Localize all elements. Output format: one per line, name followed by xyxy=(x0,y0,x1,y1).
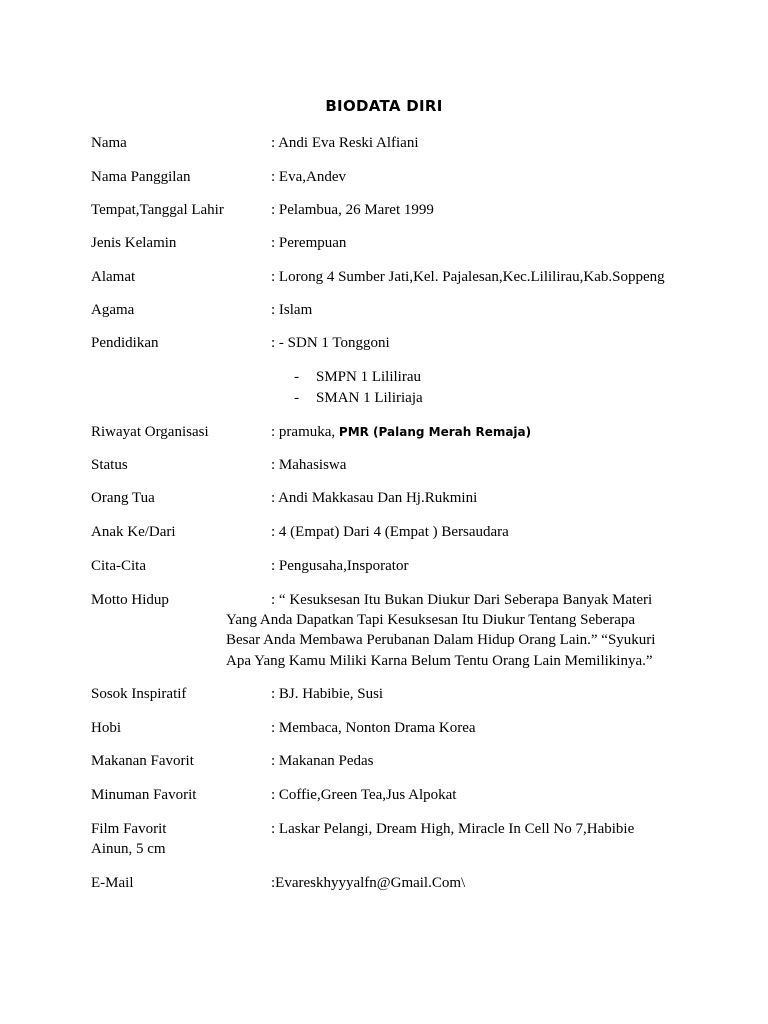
label-status: Status xyxy=(91,457,128,473)
value-status: : Mahasiswa xyxy=(271,457,347,473)
value-cita-cita: : Pengusaha,Insporator xyxy=(271,558,409,574)
value-alamat: : Lorong 4 Sumber Jati,Kel. Pajalesan,Kec.Lililirau,Kab.Soppeng xyxy=(271,269,665,285)
list-item-text: SMAN 1 Liliriaja xyxy=(316,390,423,406)
label-pendidikan: Pendidikan xyxy=(91,335,159,351)
label-riwayat-organisasi: Riwayat Organisasi xyxy=(91,424,209,440)
label-minuman-favorit: Minuman Favorit xyxy=(91,787,197,803)
value-nama: : Andi Eva Reski Alfiani xyxy=(271,135,419,151)
value-minuman-favorit: : Coffie,Green Tea,Jus Alpokat xyxy=(271,787,457,803)
value-sosok-inspiratif: : BJ. Habibie, Susi xyxy=(271,686,384,702)
value-pendidikan: : - SDN 1 Tonggoni xyxy=(271,335,390,351)
value-nama-panggilan: : Eva,Andev xyxy=(271,169,346,185)
label-sosok-inspiratif: Sosok Inspiratif xyxy=(91,686,187,702)
value-email: :Evareskhyyyalfn@Gmail.Com\ xyxy=(271,875,466,891)
value-makanan-favorit: : Makanan Pedas xyxy=(271,753,374,769)
label-jenis-kelamin: Jenis Kelamin xyxy=(91,235,177,251)
label-agama: Agama xyxy=(91,302,135,318)
value-ttl: : Pelambua, 26 Maret 1999 xyxy=(271,202,434,218)
label-makanan-favorit: Makanan Favorit xyxy=(91,753,194,769)
label-hobi: Hobi xyxy=(91,720,121,736)
value-riwayat-organisasi xyxy=(271,422,531,442)
film-continuation: Ainun, 5 cm xyxy=(91,841,166,857)
value-hobi: : Membaca, Nonton Drama Korea xyxy=(271,720,476,736)
label-orang-tua: Orang Tua xyxy=(91,490,155,506)
label-alamat: Alamat xyxy=(91,269,136,285)
value-agama: : Islam xyxy=(271,302,313,318)
page-title: BIODATA DIRI xyxy=(325,97,443,115)
value-jenis-kelamin: : Perempuan xyxy=(271,235,347,251)
label-nama: Nama xyxy=(91,135,127,151)
value-organisasi-accent: PMR (Palang Merah Remaja) xyxy=(338,425,532,439)
motto-line: Apa Yang Kamu Miliki Karna Belum Tentu Orang Lain Memilikinya.” xyxy=(226,653,653,669)
motto-line: Yang Anda Dapatkan Tapi Kesuksesan Itu Diukur Tentang Seberapa xyxy=(226,612,636,628)
label-anak-ke: Anak Ke/Dari xyxy=(91,524,176,540)
label-cita-cita: Cita-Cita xyxy=(91,558,146,574)
label-ttl: Tempat,Tanggal Lahir xyxy=(91,202,224,218)
value-film-favorit: : Laskar Pelangi, Dream High, Miracle In Cell No 7,Habibie xyxy=(271,821,635,837)
list-dash: - xyxy=(294,369,299,385)
list-dash: - xyxy=(294,390,299,406)
label-film-favorit: Film Favorit xyxy=(91,821,167,837)
label-nama-panggilan: Nama Panggilan xyxy=(91,169,191,185)
label-motto-hidup: Motto Hidup xyxy=(91,592,169,608)
motto-line: : “ Kesuksesan Itu Bukan Diukur Dari Seberapa Banyak Materi xyxy=(271,592,653,608)
motto-line: Besar Anda Membawa Perubanan Dalam Hidup Orang Lain.” “Syukuri xyxy=(226,632,656,648)
value-anak-ke: : 4 (Empat) Dari 4 (Empat ) Bersaudara xyxy=(271,524,509,540)
value-organisasi-prefix: : pramuka, xyxy=(271,424,339,440)
label-email: E-Mail xyxy=(91,875,134,891)
value-orang-tua: : Andi Makkasau Dan Hj.Rukmini xyxy=(271,490,478,506)
list-item-text: SMPN 1 Lililirau xyxy=(316,369,422,385)
